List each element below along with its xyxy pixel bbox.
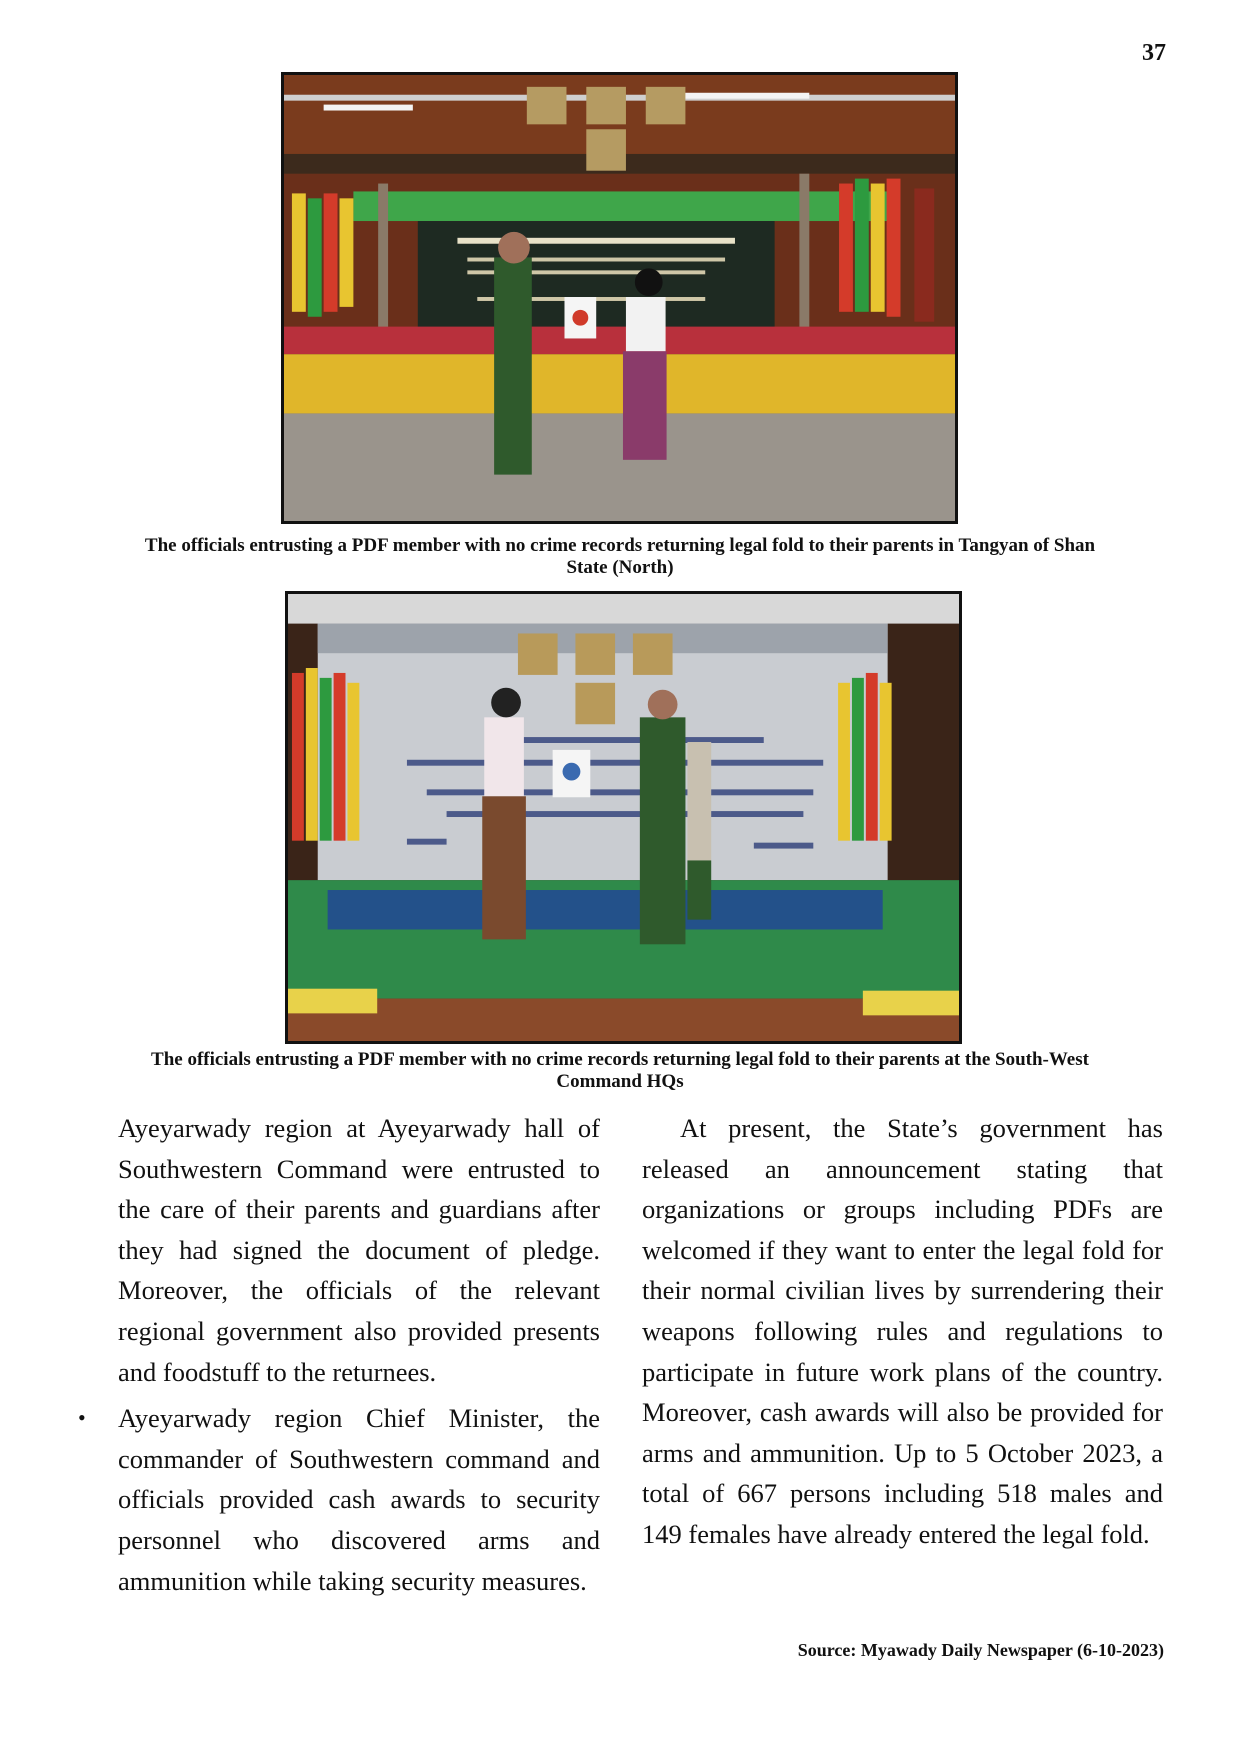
- ceremony-photo-southwest-command: [285, 591, 962, 1044]
- body-paragraph: At present, the State’s government has released an announcement stating that organizations or groups including PDFs are welcomed if they want to enter the legal fold for their normal civilian lives by surrendering their weapons following rules and regulations to participate in future work plans of the country. Moreover, cash awards will also be provided for arms and ammunition. Up to 5 October 2023, a total of 667 persons including 518 males and 149 females have already entered the legal fold.: [642, 1113, 1163, 1549]
- article-left-column: [78, 1108, 600, 1601]
- photo-caption: The officials entrusting a PDF member with no crime records returning legal fold to their parents at the South-West Command HQs: [151, 1049, 1089, 1092]
- body-paragraph: Ayeyarwady region at Ayeyarwady hall of Southwestern Command were entrusted to the care of their parents and guardians after they had signed the document of pledge. Moreover, the officials of the relevant regional government also provided presents and foodstuff to the returnees.: [118, 1113, 600, 1387]
- article-right-column: [642, 1108, 1163, 1555]
- bullet-list-item: [78, 1398, 600, 1601]
- source-credit: Source: Myawady Daily Newspaper (6-10-2023): [797, 1640, 1164, 1660]
- bullet-icon: •: [78, 1405, 86, 1431]
- bullet-text: Ayeyarwady region Chief Minister, the commander of Southwestern command and officials provided cash awards to security personnel who discovered arms and ammunition while taking security measures.: [118, 1403, 600, 1596]
- page-number: 37: [1142, 40, 1166, 66]
- photo-caption: The officials entrusting a PDF member with no crime records returning legal fold to their parents in Tangyan of Shan State (North): [144, 535, 1096, 578]
- ceremony-photo-tangyan: [281, 72, 958, 524]
